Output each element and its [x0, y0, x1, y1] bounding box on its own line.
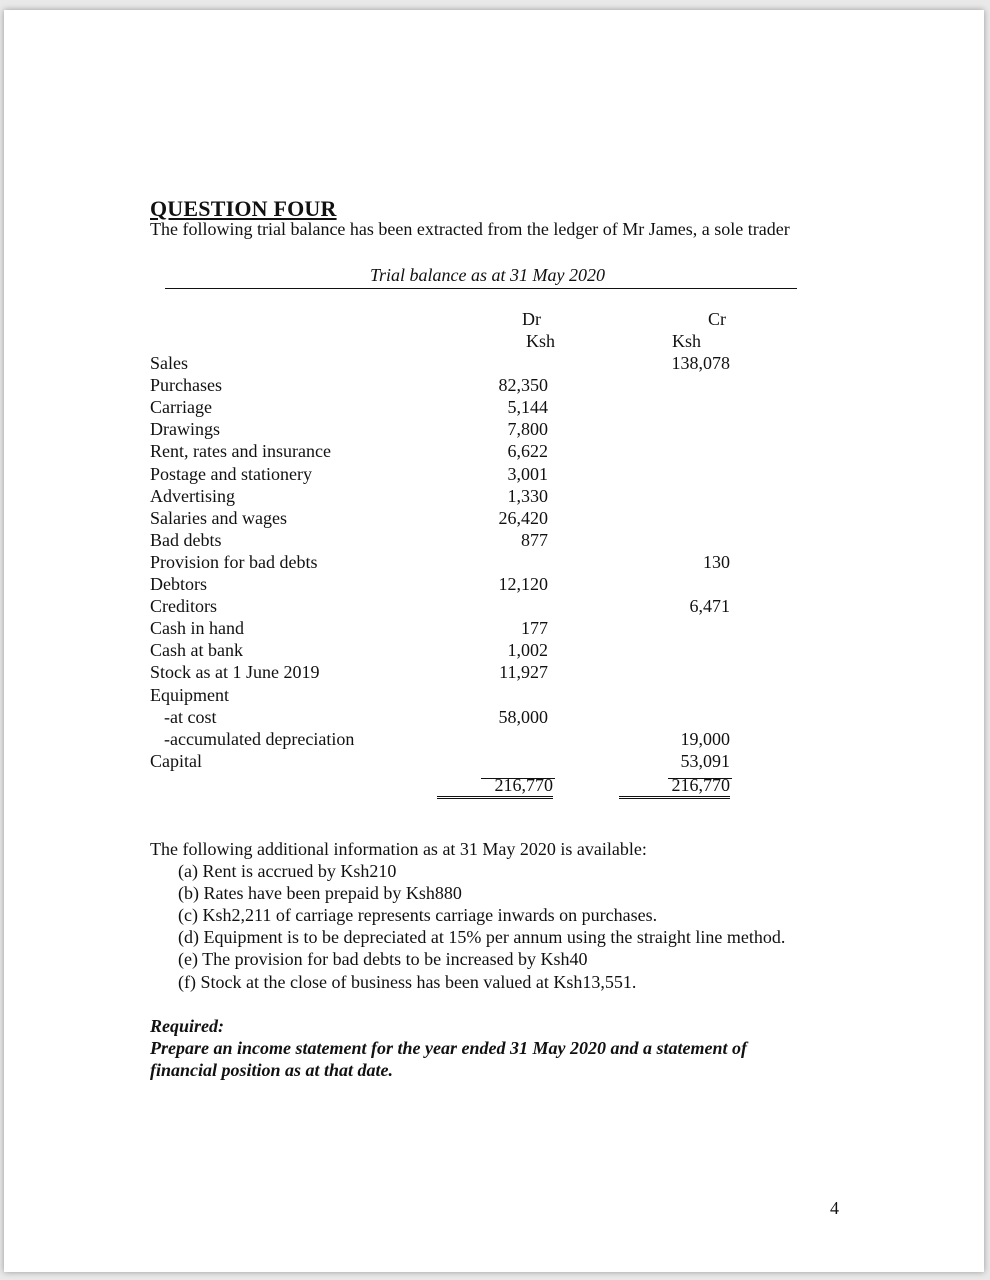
info-item: (f) Stock at the close of business has been valued at Ksh13,551.	[178, 972, 637, 992]
question-heading: QUESTION FOUR	[150, 196, 337, 221]
row-label: Advertising	[150, 486, 235, 506]
page-number: 4	[830, 1198, 839, 1218]
dr-currency: Ksh	[525, 331, 555, 351]
row-dr-value: 26,420	[498, 508, 548, 528]
dr-header: Dr	[522, 309, 541, 329]
total-dr: 216,770	[437, 774, 553, 799]
row-label: Purchases	[150, 375, 222, 395]
row-label: Bad debts	[150, 530, 222, 550]
document-page	[4, 10, 984, 1272]
row-cr-value: 19,000	[680, 729, 730, 749]
row-label: Stock as at 1 June 2019	[150, 662, 320, 682]
row-label: Creditors	[150, 596, 217, 616]
info-item: (e) The provision for bad debts to be increased by Ksh40	[178, 949, 588, 969]
row-cr-value: 130	[703, 552, 730, 572]
row-dr-value: 12,120	[498, 574, 548, 594]
row-dr-value: 82,350	[498, 375, 548, 395]
row-cr-value: 138,078	[671, 353, 730, 373]
row-dr-value: 11,927	[499, 662, 548, 682]
row-label: Provision for bad debts	[150, 552, 318, 572]
row-dr-value: 5,144	[507, 397, 548, 417]
trial-balance-title: Trial balance as at 31 May 2020	[370, 265, 605, 285]
row-label: -at cost	[164, 707, 217, 727]
row-label: Drawings	[150, 419, 220, 439]
row-label: Salaries and wages	[150, 508, 287, 528]
row-label: Rent, rates and insurance	[150, 441, 331, 461]
required-label: Required:	[150, 1016, 224, 1036]
row-dr-value: 177	[521, 618, 548, 638]
required-line-2: financial position as at that date.	[150, 1060, 394, 1080]
row-cr-value: 6,471	[689, 596, 730, 616]
row-label: Capital	[150, 751, 202, 771]
info-item: (d) Equipment is to be depreciated at 15% per annum using the straight line method.	[178, 927, 786, 947]
row-dr-value: 1,002	[507, 640, 548, 660]
row-label: -accumulated depreciation	[164, 729, 355, 749]
row-label: Postage and stationery	[150, 464, 312, 484]
info-item: (b) Rates have been prepaid by Ksh880	[178, 883, 462, 903]
required-line-1: Prepare an income statement for the year ended 31 May 2020 and a statement of	[150, 1038, 747, 1058]
row-dr-value: 877	[521, 530, 548, 550]
row-label: Sales	[150, 353, 188, 373]
info-intro: The following additional information as at 31 May 2020 is available:	[150, 839, 647, 859]
row-label: Debtors	[150, 574, 207, 594]
info-item: (c) Ksh2,211 of carriage represents carriage inwards on purchases.	[178, 905, 658, 925]
row-cr-value: 53,091	[680, 751, 730, 771]
row-dr-value: 58,000	[498, 707, 548, 727]
cr-header: Cr	[708, 309, 726, 329]
row-dr-value: 1,330	[507, 486, 548, 506]
row-label: Carriage	[150, 397, 212, 417]
row-dr-value: 7,800	[507, 419, 548, 439]
row-label: Cash in hand	[150, 618, 244, 638]
row-dr-value: 3,001	[507, 464, 548, 484]
title-rule	[165, 288, 797, 289]
row-dr-value: 6,622	[507, 441, 548, 461]
intro-text: The following trial balance has been extracted from the ledger of Mr James, a sole trader	[150, 219, 790, 239]
info-item: (a) Rent is accrued by Ksh210	[178, 861, 397, 881]
row-label: Equipment	[150, 685, 229, 705]
cr-currency: Ksh	[672, 331, 702, 351]
row-label: Cash at bank	[150, 640, 243, 660]
total-cr: 216,770	[619, 774, 730, 799]
